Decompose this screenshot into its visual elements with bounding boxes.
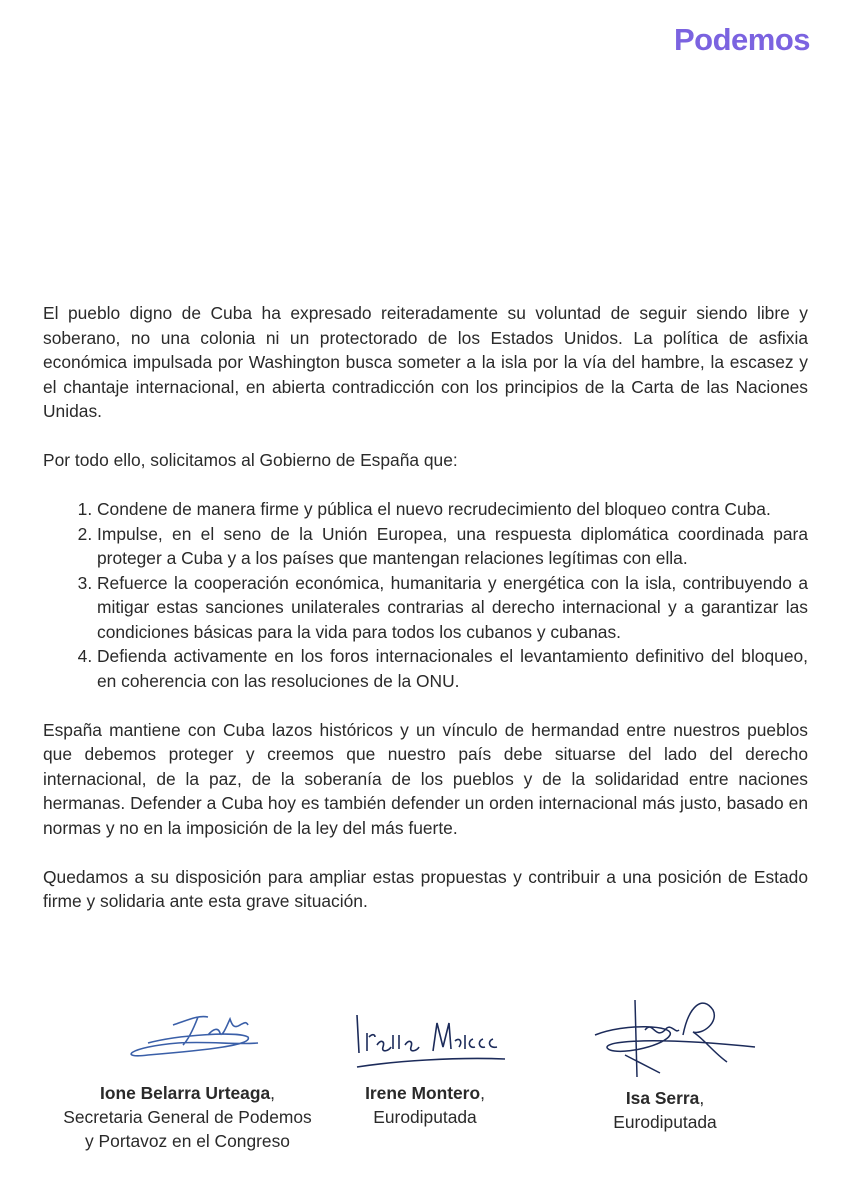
signatory-montero <box>330 995 520 1129</box>
signatory-belarra <box>45 995 330 1153</box>
comma: , <box>480 1083 485 1103</box>
signature-image <box>88 995 288 1075</box>
final-paragraph: Quedamos a su disposición para ampliar estas propuestas y contribuir a una posición de Estado firme y solidaria ante esta grave situación. <box>43 866 808 911</box>
letter-body <box>43 301 808 938</box>
signatory-name: Ione Belarra Urteaga <box>100 1083 271 1103</box>
signatory-role: Eurodiputada <box>373 1107 477 1127</box>
request-intro: Por todo ello, solicitamos al Gobierno de España que: <box>43 450 458 470</box>
list-item: 4. Defienda activamente en los foros internacionales el levantamiento definitivo del bloqueo, en coherencia con las resoluciones de la ONU. <box>97 644 808 693</box>
intro-paragraph: El pueblo digno de Cuba ha expresado reiteradamente su voluntad de seguir siendo libre y soberano, no una colonia ni un protectorado de los Estados Unidos. La política de asfixia económica impulsada por Washington busca someter a la isla por la vía del hambre, la escasez y el chantaje internacional, en abierta contradicción con los principios de la Carta de las Naciones Unidas. <box>43 303 808 421</box>
list-item: 1. Condene de manera firme y pública el nuevo recrudecimiento del bloqueo contra Cuba. <box>97 497 808 522</box>
list-item: 3. Refuerce la cooperación económica, humanitaria y energética con la isla, contribuyendo a mitigar estas sanciones unilaterales contrarias al derecho internacional y a garantizar las condiciones básicas para la vida para todos los cubanos y cubanas. <box>97 571 808 645</box>
requests-list <box>43 497 808 693</box>
comma: , <box>699 1088 705 1108</box>
signature-image <box>565 995 765 1080</box>
signatory-name: Isa Serra <box>625 1088 700 1108</box>
podemos-logo: Podemos <box>673 22 810 57</box>
signatory-name: Irene Montero <box>365 1083 481 1103</box>
closing-paragraph: España mantiene con Cuba lazos históricos y un vínculo de hermandad entre nuestros pueblos que debemos proteger y creemos que nuestro país debe situarse del lado del derecho internacional, de la paz, de la soberanía de los pueblos y de la solidaridad entre naciones hermanas. Defender a Cuba hoy es también defender un orden internacional más justo, basado en normas y no en la imposición de la ley del más fuerte. <box>43 719 808 838</box>
signature-image <box>335 995 515 1075</box>
signatory-role: y Portavoz en el Congreso <box>85 1131 290 1151</box>
signatory-role: Secretaria General de Podemos <box>63 1107 312 1127</box>
list-item: 2. Impulse, en el seno de la Unión Europea, una respuesta diplomática coordinada para proteger a Cuba y a los países que mantengan relaciones legítimas con ella. <box>97 522 808 571</box>
signatory-role: Eurodiputada <box>613 1112 717 1132</box>
comma: , <box>270 1083 275 1103</box>
signatory-serra <box>560 995 770 1134</box>
